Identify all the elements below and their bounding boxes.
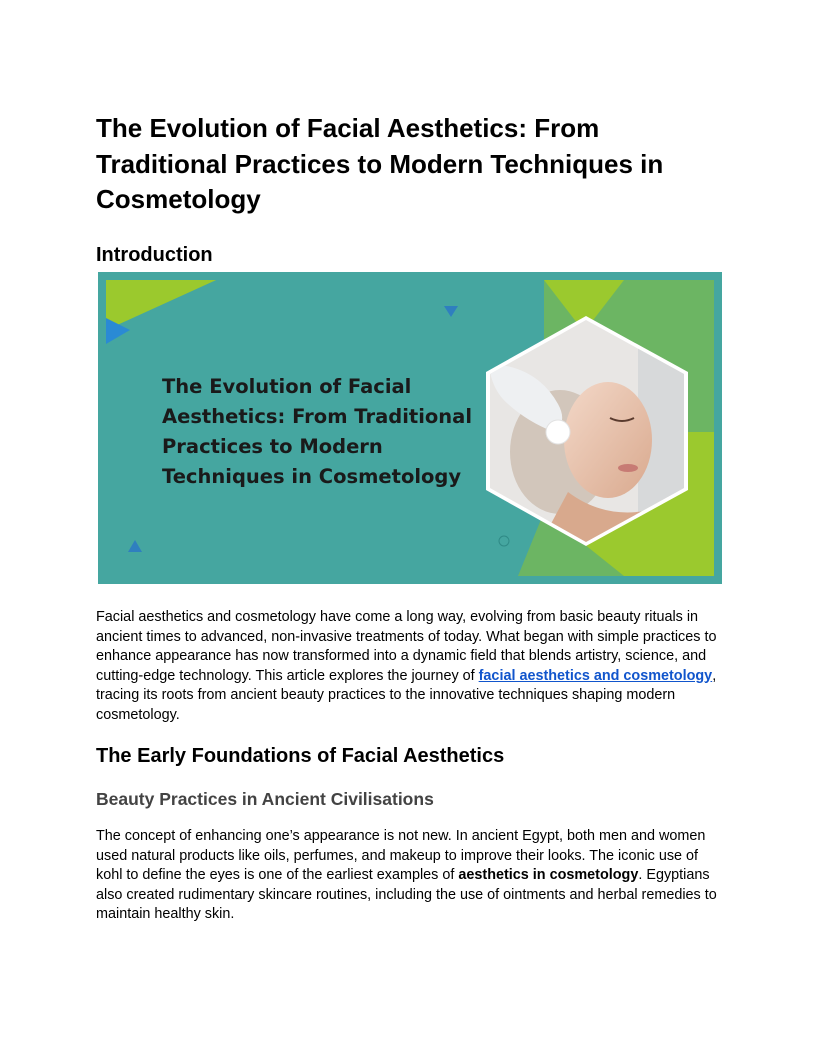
facial-aesthetics-link[interactable]: facial aesthetics and cosmetology <box>478 667 713 684</box>
banner-small-circle <box>499 536 509 546</box>
banner-small-triangle-top <box>444 306 458 317</box>
ancient-text-after-bold: . Egyptians also created rudimentary skincare routines, including the use of ointments and herbal remedies to maintain healthy skin. <box>96 867 717 922</box>
article-banner-image <box>98 272 722 584</box>
intro-paragraph <box>96 608 726 725</box>
introduction-heading: Introduction <box>96 244 213 266</box>
early-foundations-heading: The Early Foundations of Facial Aesthetics <box>96 745 505 767</box>
banner-title-text: The Evolution of Facial Aesthetics: From Traditional Practices to Modern Techniques in Cosmetology <box>162 375 473 488</box>
intro-text-after-link: , tracing its roots from ancient beauty practices to the innovative techniques shaping modern cosmetology. <box>96 667 717 723</box>
banner-small-triangle-bottom <box>128 540 142 552</box>
document-title: The Evolution of Facial Aesthetics: From Traditional Practices to Modern Techniques in Cosmetology <box>96 113 664 214</box>
ancient-text-before-bold: The concept of enhancing one’s appearance is not new. In ancient Egypt, both men and women used natural products like oils, perfumes, and makeup to improve their looks. The iconic use of kohl to define the eyes is one of the earliest examples of <box>96 828 706 883</box>
ancient-civilisations-subheading: Beauty Practices in Ancient Civilisations <box>96 789 434 809</box>
ancient-paragraph <box>96 827 726 925</box>
aesthetics-bold-phrase: aesthetics in cosmetology <box>458 867 639 883</box>
intro-text-before-link: Facial aesthetics and cosmetology have come a long way, evolving from basic beauty rituals in ancient times to advanced, non-invasive treatments of today. What began with simple practices to enhance appearance has now transformed into a dynamic field that blends artistry, science, and cutting-edge technology. This article explores the journey of <box>96 609 717 684</box>
